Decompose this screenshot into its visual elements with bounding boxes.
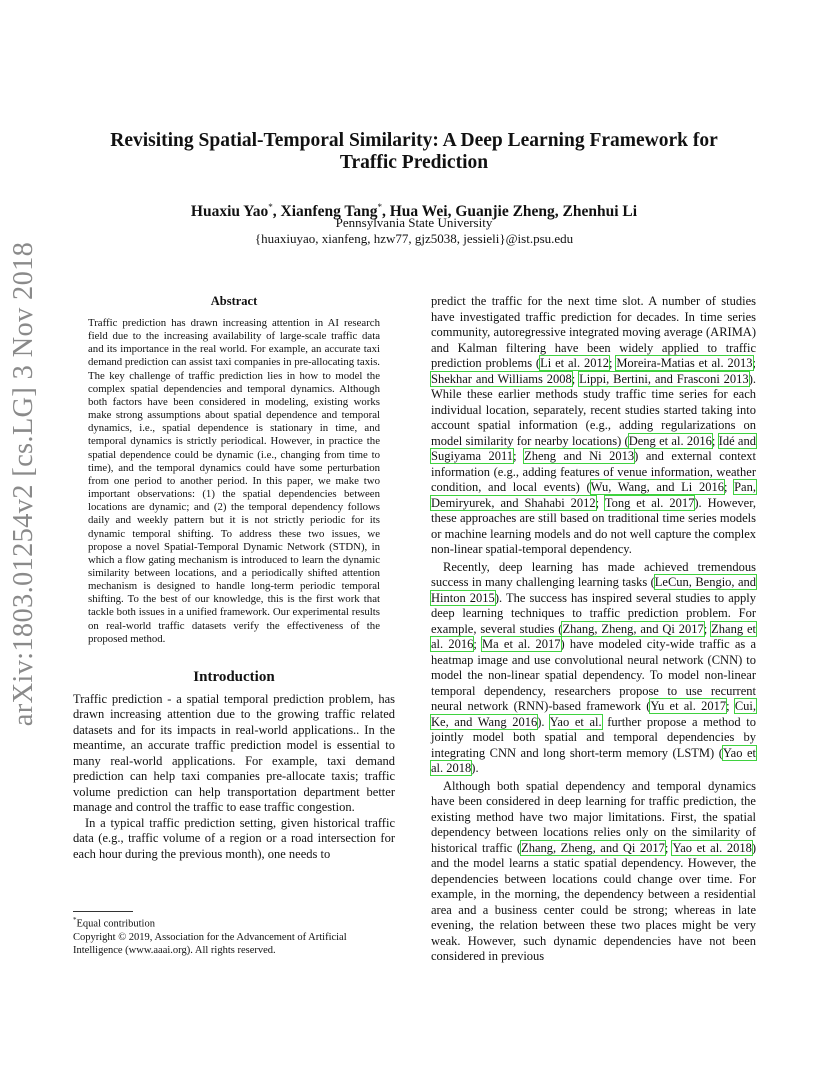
citation-link[interactable]: Pan, Demiryurek, and Shahabi 2012 xyxy=(431,480,756,510)
text-run: predict the traffic for the next time slot. A number of studies have investigated traffic prediction for decades. In time series community, autoregressive integrated moving average (ARIMA) and Kalman filtering have been widely applied to traffic prediction problems ( xyxy=(431,294,756,370)
footnote-mark: * xyxy=(73,916,77,924)
footnote-block xyxy=(73,914,395,957)
citation-link[interactable]: Yu et al. 2017 xyxy=(650,699,727,713)
text-run: further propose a method to jointly model both spatial and temporal dependencies by integrating CNN and long short-term memory (LSTM) ( xyxy=(431,714,756,760)
citation-link[interactable]: Zhang et al. 2016 xyxy=(431,621,756,651)
abstract-text: Traffic prediction has drawn increasing attention in AI research field due to the increasing availability of large-scale traffic data and its importance in the real world. For example, an accurate taxi demand prediction can assist taxi companies in pre-allocating taxis. The key challenge of traffic prediction lies in how to model the complex spatial dependencies and temporal dynamics. Although both factors have been considered in modeling, existing works make strong assumptions about spatial dependence and temporal dynamics, i.e., spatial dependence is stationary in time, and temporal dynamics is strictly periodical. However, in practice the spatial dependence could be dynamic (i.e., changing from time to time), and the temporal dynamics could have some perturbation from one period to another period. In this paper, we make two important observations: (1) the spatial dependencies between locations are dynamic; and (2) the temporal dependency follows daily and weekly pattern but it is not strictly periodic for its dynamic temporal shifting. To address these two issues, we propose a novel Spatial-Temporal Dynamic Network (STDN), in which a flow gating mechanism is introduced to learn the dynamic similarity between locations, and a periodically shifted attention mechanism is designed to handle long-term periodic temporal shifting. To the best of our knowledge, this is the first work that tackle both issues in a unified framework. Our experimental results on real-world traffic datasets verify the effectiveness of the proposed method. xyxy=(88,317,380,645)
text-run: Although both spatial dependency and temporal dynamics have been considered in deep learning for traffic prediction, the existing method have two major limitations. First, the spatial dependency between locations relies only on the similarity of historical traffic ( xyxy=(431,778,756,855)
intro-paragraph-2: In a typical traffic prediction setting, given historical traffic data (e.g., traffic volume of a region or a road intersection for each hour during the previous month), one needs to xyxy=(73,815,395,861)
affiliation: Pennsylvania State University xyxy=(335,215,493,230)
right-column xyxy=(431,294,756,965)
right-paragraph-3: Although both spatial dependency and temporal dynamics have been considered in deep learning for traffic prediction, the existing method have two major limitations. First, the spatial dependency between locations relies only on the similarity of historical traffic (Zhang, Zheng, and Qi 2017; Yao et al. 2018) and the model learns a static spatial dependency. However, the dependencies between locations could change over time. For example, in the morning, the dependency between a residential area and a business center could be strong; whereas in late evening, the relation between these two places might be very weak. However, such dynamic dependencies have not been considered in previous xyxy=(431,778,757,963)
citation-link[interactable]: Wu, Wang, and Li 2016 xyxy=(590,480,724,494)
citation-link[interactable]: Cui, Ke, and Wang 2016 xyxy=(431,699,757,729)
footnote-rule xyxy=(73,911,133,912)
text-run: ). While these earlier methods study traffic time series for each individual location, separately, recent studies started taking into account spatial information (e.g., adding regularizations on model similarity for nearby locations) ( xyxy=(431,371,756,448)
text-run: ) and external context information (e.g., adding features of venue information, weather condition, and local events) ( xyxy=(431,449,756,494)
author-2: Xianfeng Tang xyxy=(280,203,378,221)
author-separator: , xyxy=(272,203,281,221)
abstract-heading: Abstract xyxy=(210,294,258,308)
text-run: ). However, these approaches are still based on traditional time series models or machine learning models and do not well capture the complex non-linear spatial-temporal dependency. xyxy=(431,495,757,556)
introduction-heading: Introduction xyxy=(193,668,275,685)
text-run: ). The success has inspired several studies to apply deep learning techniques to traffic prediction problem. For example, several studies ( xyxy=(431,590,756,636)
citation-link[interactable]: Lippi, Bertini, and Frasconi 2013 xyxy=(579,371,749,386)
citation-link[interactable]: Ma et al. 2017 xyxy=(482,637,561,651)
citation-link[interactable]: Yao et al. 2018 xyxy=(672,840,752,855)
arxiv-watermark: arXiv:1803.01254v2 [cs.LG] 3 Nov 2018 xyxy=(8,241,39,727)
author-1: Huaxiu Yao xyxy=(190,203,269,221)
citation-link[interactable]: Deng et al. 2016 xyxy=(628,433,712,448)
author-emails: {huaxiuyao, xianfeng, hzw77, gjz5038, jessieli}@ist.psu.edu xyxy=(254,231,574,246)
equal-contribution-note xyxy=(73,914,395,931)
citation-link[interactable]: Zhang, Zheng, and Qi 2017 xyxy=(562,621,704,636)
right-paragraph-1: predict the traffic for the next time slot. A number of studies have investigated traffic prediction for decades. In time series community, autoregressive integrated moving average (ARIMA) and Kalman filtering have been widely applied to traffic prediction problems (Li et al. 2012; Moreira-Matias et al. 2013; Shekhar and Williams 2008; Lippi, Bertini, and Frasconi 2013). While these earlier methods study traffic time series for each individual location, separately, recent studies started taking into account spatial information (e.g., adding regularizations on model similarity for nearby locations) (Deng et al. 2016; Idé and Sugiyama 2011; Zheng and Ni 2013) and external context information (e.g., adding features of venue information, weather condition, and local events) (Wu, Wang, and Li 2016; Pan, Demiryurek, and Shahabi 2012; Tong et al. 2017). However, these approaches are still based on traditional time series models or machine learning models and do not well capture the complex non-linear spatial-temporal dependency. xyxy=(431,294,757,556)
text-run: Recently, deep learning has made achieved tremendous success in many challenging learning tasks ( xyxy=(431,559,756,589)
citation-link[interactable]: Li et al. 2012 xyxy=(540,356,609,370)
intro-paragraph-1: Traffic prediction - a spatial temporal prediction problem, has drawn increasing attention due to the growing traffic related datasets and for its impacts in real-world applications.. In the meantime, an accurate traffic prediction model is essential to many real-world applications. For example, taxi demand prediction can help taxi companies pre-allocate taxis; traffic volume prediction can help transportation department better manage and control the traffic to ease traffic congestion. xyxy=(73,691,395,815)
citation-link[interactable]: Yao et al. 2018 xyxy=(431,745,756,775)
citation-link[interactable]: Idé and Sugiyama 2011 xyxy=(431,433,756,463)
citation-link[interactable]: Tong et al. 2017 xyxy=(604,495,695,510)
citation-link[interactable]: Yao et al. xyxy=(549,714,602,729)
citation-link[interactable]: LeCun, Bengio, and Hinton 2015 xyxy=(431,575,756,605)
equal-contribution-text: Equal contribution xyxy=(76,918,155,930)
text-run: ). xyxy=(471,761,479,775)
equal-contribution-mark-1: * xyxy=(268,202,273,212)
citation-link[interactable]: Moreira-Matias et al. 2013 xyxy=(616,356,753,370)
paper-title: Revisiting Spatial-Temporal Similarity: A Deep Learning Framework for Traffic Prediction xyxy=(110,130,718,173)
text-run: ) have modeled city-wide traffic as a heatmap image and use convolutional neural network (CNN) to model the non-linear spatial dependency. To model non-linear temporal dependency, researchers propose to use recurrent neural network (RNN)-based framework ( xyxy=(431,637,756,713)
equal-contribution-mark-2: * xyxy=(377,202,382,212)
citation-link[interactable]: Zheng and Ni 2013 xyxy=(524,449,635,463)
copyright-notice: Copyright © 2019, Association for the Advancement of Artificial Intelligence (www.aaai.org). All rights reserved. xyxy=(73,931,347,956)
affiliation-block xyxy=(100,215,728,247)
text-run: ). xyxy=(537,714,550,729)
citation-link[interactable]: Zhang, Zheng, and Qi 2017 xyxy=(521,840,665,855)
right-paragraph-2: Recently, deep learning has made achieved tremendous success in many challenging learning tasks (LeCun, Bengio, and Hinton 2015). The success has inspired several studies to apply deep learning techniques to traffic prediction problem. For example, several studies (Zhang, Zheng, and Qi 2017; Zhang et al. 2016; Ma et al. 2017) have modeled city-wide traffic as a heatmap image and use convolutional neural network (CNN) to model the non-linear spatial dependency. To model non-linear temporal dependency, researchers propose to use recurrent neural network (RNN)-based framework (Yu et al. 2017; Cui, Ke, and Wang 2016). Yao et al. further propose a method to jointly model both spatial and temporal dependencies by integrating CNN and long short-term memory (LSTM) (Yao et al. 2018). xyxy=(431,559,757,775)
text-run: ) and the model learns a static spatial dependency. However, the dependencies between locations could change over time. For example, in the morning, the dependency between a residential area and a business center could be strong; whereas in late evening, the relation between these two places might be very weak. However, such dynamic dependencies have not been considered in previous xyxy=(431,840,757,963)
other-authors: , Hua Wei, Guanjie Zheng, Zhenhui Li xyxy=(381,203,638,221)
citation-link[interactable]: Shekhar and Williams 2008 xyxy=(431,371,572,386)
left-column xyxy=(73,294,395,862)
